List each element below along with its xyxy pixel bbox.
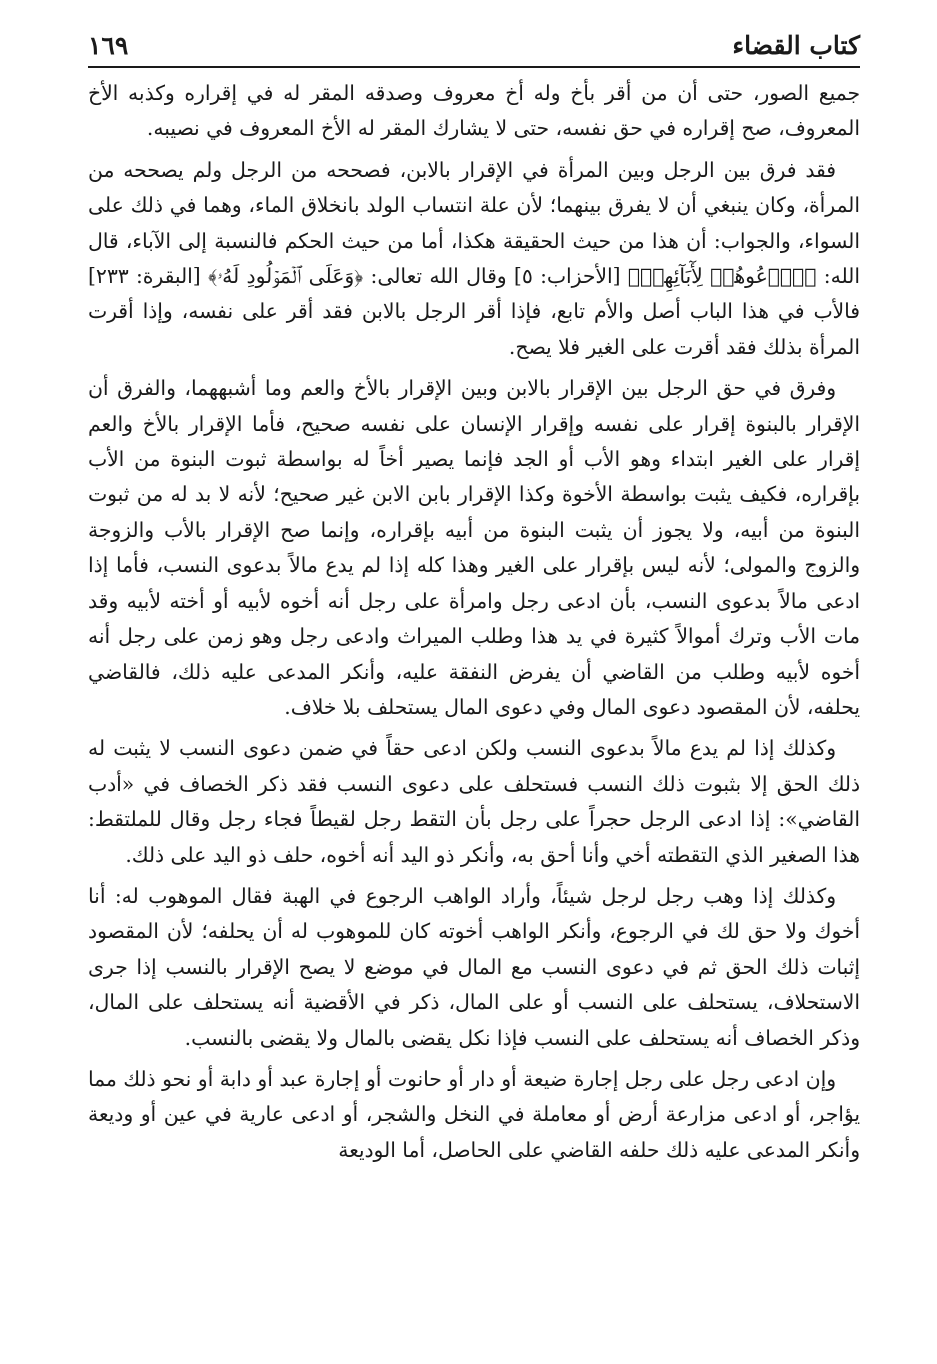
page-number: ١٦٩ [88, 31, 129, 60]
paragraph: وكذلك إذا لم يدع مالاً بدعوى النسب ولكن ادعى حقاً في ضمن دعوى النسب لا يثبت له ذلك الحق إلا بثبوت ذلك النسب فستحلف على دعوى النسب فقد ذكر الخصاف في «أدب القاضي»: إذا ادعى الرجل حجراً على رجل بأن التقط رجل لقيطاً فجاء رجل وقال للملتقط: هذا الصغير الذي التقطته أخي وأنا أحق به، وأنكر ذو اليد أنه أخوه، حلف ذو اليد على ذلك. [88, 736, 860, 867]
paragraph: جميع الصور، حتى أن من أقر بأخ وله أخ معروف وصدقه المقر له في إقراره وكذبه الأخ المعروف، صح إقراره في حق نفسه، حتى لا يشارك المقر له الأخ المعروف في نصيبه. [88, 81, 860, 141]
header-divider [88, 66, 860, 68]
paragraph: فقد فرق بين الرجل وبين المرأة في الإقرار بالابن، فصححه من الرجل ولم يصححه من المرأة، وكان ينبغي أن لا يفرق بينهما؛ لأن علة انتساب الولد بانخلاق الماء، وهما في ذلك على السواء، والجواب: أن هذا من حيث الحقيقة هكذا، أما من حيث الحكم فالنسبة إلى الآباء، قال الله: ﴿ٱدۡعُوهُمۡ لِأٓبَآئِهِمۡ﴾ [الأحزاب: ٥] وقال الله تعالى: ﴿وَعَلَى ٱلۡمَوۡلُودِ لَهُۥ﴾ [البقرة: ٢٣٣] فالأب في هذا الباب أصل والأم تابع، فإذا أقر الرجل بالابن فقد أقر على نفسه، وإذا أقرت المرأة بذلك فقد أقرت على الغير فلا يصح. [88, 157, 860, 359]
body-text [88, 76, 860, 1168]
page-header [88, 28, 860, 64]
paragraph: وإن ادعى رجل على رجل إجارة ضيعة أو دار أو حانوت أو إجارة عبد أو دابة أو نحو ذلك مما يؤاجر، أو ادعى مزارعة أرض أو معاملة في النخل والشجر، أو ادعى عارية في عين أو وديعة وأنكر المدعى عليه ذلك حلفه القاضي على الحاصل، أما الوديعة [88, 1066, 860, 1162]
book-page [88, 28, 860, 1174]
paragraph: وكذلك إذا وهب رجل لرجل شيئاً، وأراد الواهب الرجوع في الهبة فقال الموهوب له: أنا أخوك ولا حق لك في الرجوع، وأنكر الواهب أخوته كان للموهوب له أن يحلفه؛ لأن المقصود إثبات ذلك الحق ثم في دعوى النسب مع المال في موضع لا يصح الإقرار بالنسب إذا جرى الاستحلاف، يستحلف على النسب أو على المال، ذكر في الأقضية أنه يستحلف على المال، وذكر الخصاف أنه يستحلف على النسب فإذا نكل يقضى بالمال ولا يقضى بالنسب. [88, 883, 860, 1050]
running-title: كتاب القضاء [732, 31, 860, 60]
paragraph: وفرق في حق الرجل بين الإقرار بالابن وبين الإقرار بالأخ والعم وما أشبههما، والفرق أن الإقرار بالبنوة إقرار على نفسه وإقرار الإنسان على نفسه صحيح، فأما الإقرار بالأخ والعم إقرار على الغير ابتداء وهو الأب أو الجد فإنما يصير أخاً له بواسطة ثبوت البنوة من الأب بإقراره، فكيف يثبت بواسطة الأخوة وكذا الإقرار بابن الابن غير صحيح؛ لأنه لا بد له من ثبوت البنوة من أبيه، ولا يجوز أن يثبت البنوة من أبيه بإقراره، وإنما صح الإقرار بالأب والزوجة والزوج والمولى؛ لأنه ليس بإقرار على الغير وهذا كله إذا لم يدع مالاً بدعوى النسب، فأما إذا ادعى مالاً بدعوى النسب، بأن ادعى رجل وامرأة على رجل أنه أخوه لأبيه أو أخته لأبيه وقد مات الأب وترك أموالاً كثيرة في يد هذا وطلب الميراث وادعى رجل وهو زمن على رجل أنه أخوه لأبيه وطلب من القاضي أن يفرض النفقة عليه، وأنكر المدعى عليه ذلك، فالقاضي يحلفه، لأن المقصود دعوى المال وفي دعوى المال يستحلف بلا خلاف. [88, 376, 860, 719]
